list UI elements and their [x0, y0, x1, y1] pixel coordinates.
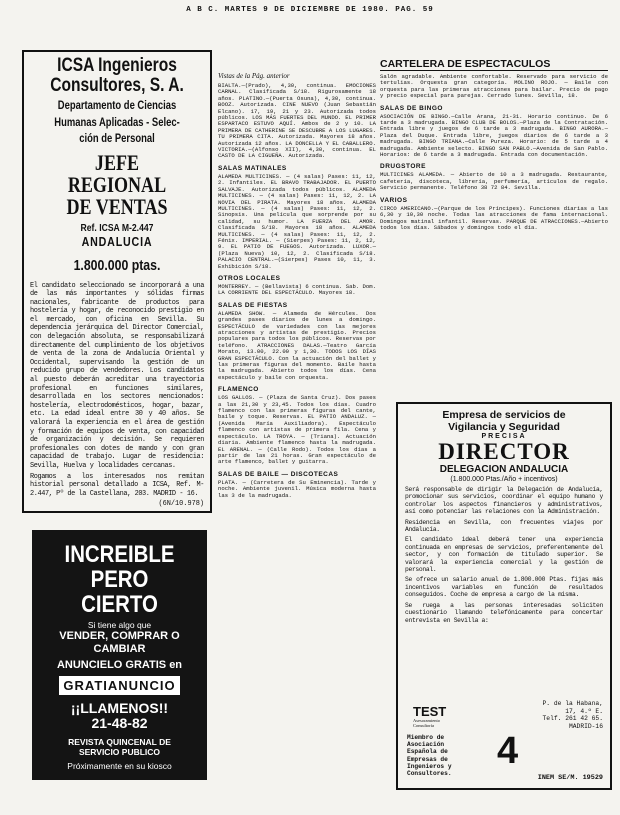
ad-reference: Ref. ICSA M-2.447 [80, 221, 154, 234]
page-header: A B C. MARTES 9 DE DICIEMBRE DE 1980. PAG. 59 [186, 6, 434, 14]
promo-line1: INCREIBLE [64, 541, 175, 568]
vig-inem-ref: INEM SE/M. 19529 [537, 774, 603, 782]
address-line: 17, 4.º E. [565, 707, 603, 715]
listing-block: PLATA. — (Carretera de Su Eminencia). Tarde y noche. Ambiente juvenil. Música moderna hasta las 3 de la madrugada. [218, 478, 376, 499]
section-heading: FLAMENCO [218, 386, 259, 394]
listings-column-middle [218, 72, 376, 807]
promo-line13: Próximamente en su kiosco [67, 761, 172, 771]
listing-block: Salón agradable. Ambiente confortable. Reservado para servicio de tertulias. Orquesta gran categoría. MOLINO ROJO. — Baile con orquesta para las primeras atracciones para bailar. Precio de pago y precio especial para parejas. Cerrado lunes. Sevilla, 18. [380, 74, 608, 100]
ad-dept-line2: Humanas Aplicadas - Selec- [54, 116, 180, 129]
job-ad-icsa [22, 50, 212, 513]
ad-body-contact: Rogamos a los interesados nos remitan historial personal detallado a ICSA, Ref. M-2.447, Pº de la Castellana, 203. MADRID - 16. [30, 472, 204, 498]
vig-footer [405, 700, 603, 785]
section-heading: SALAS DE BAILE — DISCOTECAS [218, 470, 339, 478]
test-logo-subtitle: Asesoramiento Consultoría [413, 718, 440, 728]
listing-block: ALAMEDA SHOW. — Alameda de Hércules. Dos grandes pases diarios de lunes a domingo. ESPECTÁCULO de variedades con las mejores atracciones y artistas de prestigio. Precios populares para todos los públicos. Reservas por teléfono. ATRACCIONES DALAS.—Teatro García Morato, 13.00, 22.00 y 1,30. TODOS LOS DÍAS GRAN ESPECTÁCULO. Con la actuación del ballet y las primeras figuras del momento. Baile hasta la madrugada. Abierto todos los días. Cena espectáculo y baile con orquesta. [218, 309, 376, 381]
address-line: MADRID-16 [568, 722, 603, 730]
section-title-cartelera: CARTELERA DE ESPECTACULOS [380, 58, 608, 71]
vig-precisa: PRECISA [481, 433, 527, 440]
vig-bullet: Será responsable de dirigir la Delegación de Andalucía, promocionar sus servicios, coordinar el equipo humano y controlar los aspectos financieros y administrativos, así como potenciar las relaciones con la Administración. [405, 486, 603, 516]
address-line: Telf. 261 42 65. [542, 715, 603, 722]
address-line: P. de la Habana, [542, 700, 603, 707]
promo-phone: 21-48-82 [91, 715, 148, 731]
promo-call: ¡¡LLAMENOS!! [70, 700, 169, 716]
listing-block: ASOCIACIÓN DE BINGO.—Calle Arana, 21-31. Horario continuo. De 6 tarde a 3 madrugada. BINGO CLUB DE BOLOS.—Plaza de la Contratación. Entrada libre y juegos de 6 tarde a 3 madrugada. BINGO AURORA.—Plaza del Duque. Entrada libre, juegos diarios de 6 tarde a 3 madrugada. BINGO TRIANA.—Calle Pureza. Horario: de 5 tarde a 4 madrugada. Ambiente selecto. BINGO SAN PABLO.—Avenida de San Pablo. Horarios: de 6 tarde a 3 madrugada. Entrada con documentación. [380, 112, 608, 159]
promo-line6: CAMBIAR [93, 643, 146, 655]
section-heading: SALAS DE BINGO [380, 104, 443, 112]
promo-line12: SERVICIO PUBLICO [78, 747, 161, 757]
promo-brand-box: GRATIANUNCIO [59, 676, 179, 695]
promo-ad-gratianuncio [32, 530, 207, 780]
vig-delegation: DELEGACION ANDALUCIA [439, 464, 569, 475]
ad-position-line2: DE VENTAS [66, 193, 168, 219]
listings-column-right [380, 74, 608, 396]
section-heading: SALAS MATINALES [218, 164, 287, 172]
promo-line3: CIERTO [81, 591, 158, 618]
listing-block: LOS GALLOS. — (Plaza de Santa Cruz). Dos pases a las 21,30 y 23,45. Todos los días. Cuadro flamenco con las primeras figuras del cante, baile y toque. Reservas. EL PATIO ANDALUZ. — (Avenida María Auxiliadora). Espectáculo flamenco con artistas de primera fila. Cena y espectáculo. LA TROYA. — (Triana). Actuación diaria. Ambiente flamenco hasta la madrugada. EL ARENAL. — (Calle Rodo). Todos los días a partir de las 21 horas. Gran espectáculo de arte flamenco, ballet y guitarra. [218, 394, 376, 466]
vig-salary: (1.800.000 Ptas./Año + incentivos) [450, 476, 558, 483]
section-heading: OTROS LOCALES [218, 274, 281, 282]
promo-line4: Si tiene algo que [87, 620, 152, 630]
promo-line7: ANUNCIELO GRATIS en [56, 659, 183, 671]
vig-line2: Vigilancia y Seguridad [448, 421, 560, 433]
listing-block: MONTERREY. — (Bellavista) 6 continua. Sab. Dom. LA CORRIENTE DEL ESPECTÁCULO. Mayores 18. [218, 282, 376, 297]
continued-label: Vistas de la Pág. anterior [218, 72, 290, 80]
ad-body: El candidato seleccionado se incorporará a una de las más importantes y sólidas firmas nacionales, fabricante de productos para hostelería y hogar, de reconocido prestigio en el mercado, con oficina en Sevilla. Su dependencia jerárquica del Director Comercial, con delegación absoluta, se responsabilizará directamente del cumplimiento de los objetivos de venta de la zona de Andalucía Oriental y Occidental, supervisando la gestión de un reducido grupo de vendedores. Los candidatos al puesto deberán acreditar una trayectoria profesional en funciones similares, desarrollada en los sectores mencionados: hostelería, electrodomésticos, hogar, bazar, etc. La edad ideal entre 30 y 40 años. Se valorará la experiencia en el área de gestión y formación de equipos de venta, con capacidad de organización y decisión. Se requieren profesionales con dotes de mando y con gran capacidad de trabajo. Lugar de residencia: Sevilla, Huelva y localidades cercanas. [30, 281, 204, 470]
vig-director: DIRECTOR [438, 439, 570, 464]
section-heading: SALAS DE FIESTAS [218, 301, 288, 309]
listing-block: CIRCO AMERICANO.—(Parque de los Príncipes). Funciones diarias a las 6,30 y 10,30 noche. Todas las atracciones de fama internacional. Domingos matinal infantil. Reservas. PARQUE DE ATRACCIONES.—Abierto todos los días. Sábados y domingos todo el día. [380, 204, 608, 231]
vig-bullet: El candidato ideal deberá tener una experiencia continuada en empresas de servicios, preferentemente del sector, y con formación de titulado superior. Se valorará la experiencia comercial y la gestión de personal. [405, 536, 603, 574]
ad-company-line1: ICSA Ingenieros [57, 55, 177, 76]
ad-company-line2: Consultores, S. A. [50, 75, 184, 96]
association-logo: 4 [497, 730, 519, 772]
ad-ref-code: (6N/10.978) [158, 500, 204, 509]
listing-block: ALAMEDA MULTICINES. — (4 salas) Pases: 11, 12, 2. Infantiles. EL BRAVO TRABAJADOR. EL PUERTO SALVAJE. Autorizada todos públicos. ALAMEDA MULTICINES. — (4 salas) Pases: 11, 12, 2. LA NOVIA DEL PIRATA. Mayores 18 años. ALAMEDA MULTICINES. — (4 salas) Pases: 11, 12, 2. Sinopsis. Una película que sorprende por su calidad, su humor. LA FUERZA DEL AMOR. Clasificada S/18. Mayores 18 años. ALAMEDA MULTICINES. — (4 salas) Pases: 11, 12, 2. Fénix. IMPERIAL. — (Sierpes) Pases: 11, 2, 12, 9. EL PATIO DE FUEGOS. Autorizada. LUXOR.—(Plaza Nueva) 10, 12, 2. Clasificada S/18. PALACIO CENTRAL.—(Sierpes) Pases 10, 11, 3. Exhibición S/18. [218, 172, 376, 270]
job-ad-security-director [396, 402, 612, 790]
ad-dept-line1: Departamento de Ciencias [57, 100, 177, 112]
listing-block: MULTICINES ALAMEDA. — Abierto de 10 a 3 madrugada. Restaurante, cafetería, discoteca, librería, perfumería, artículos de regalo. Servicio permanente. Teléfono 38 72 84. Sevilla. [380, 171, 608, 192]
ad-region: ANDALUCIA [81, 233, 153, 249]
vig-bullet: Se ruega a las personas interesadas soliciten cuestionario llamando telefónicamente para concertar entrevista en Sevilla a: [405, 601, 603, 624]
vig-membership: Miembro de Asociación Española de Empresas de Ingenieros y Consultores. [407, 734, 452, 778]
vig-bullet: Residencia en Sevilla, con frecuentes viajes por Andalucía. [405, 518, 603, 534]
vig-bullet: Se ofrece un salario anual de 1.800.000 Ptas. fijas más incentivos variables en función de resultados conseguidos. Coche de empresa a cargo de la misma. [405, 576, 603, 599]
vig-address [513, 700, 603, 730]
listing-block: BIALTA.—(Prado), 4,30, continua. EMOCIONES CARNAL. Clasificada S/18. Rigurosamente 18 años. PLATINO.—(Puerta Osuna), 4,30, continua. BOOZ. Autorizada. CINE NUEVO (Juan Sebastián Elcano). 17, 19, 21 y 23. Autorizada todos públicos. LOS MÁS FUERTES DEL MUNDO. EL PRIMER ESPARTACO ESTUVO AQUÍ. Ambos de 2 y 10. LA PRIMERA DE CATHERINE SE DESCUBRE A LOS LUGARES. TU PRIMERA CITA. Autorizada. Mayores 18 años. Autorizada 12 años. LA DONCELLA Y EL CABALLERO. VICTORIA.—(Alfonso XII), 4,30, continua. EL CASTO DE LA CIGUEÑA. Autorizada. [218, 82, 376, 160]
section-heading: VARIOS [380, 196, 408, 204]
vig-line1: Empresa de servicios de [442, 409, 566, 421]
promo-line2: PERO [90, 566, 149, 593]
ad-dept-line3: ción de Personal [79, 133, 155, 145]
promo-line5: VENDER, COMPRAR O [59, 630, 180, 642]
ad-position-line1: JEFE REGIONAL [67, 149, 167, 197]
ad-salary: 1.800.000 ptas. [73, 256, 161, 274]
test-logo: TEST [413, 704, 447, 719]
promo-line11: REVISTA QUINCENAL DE [68, 737, 171, 747]
section-heading: DRUGSTORE [380, 163, 426, 171]
